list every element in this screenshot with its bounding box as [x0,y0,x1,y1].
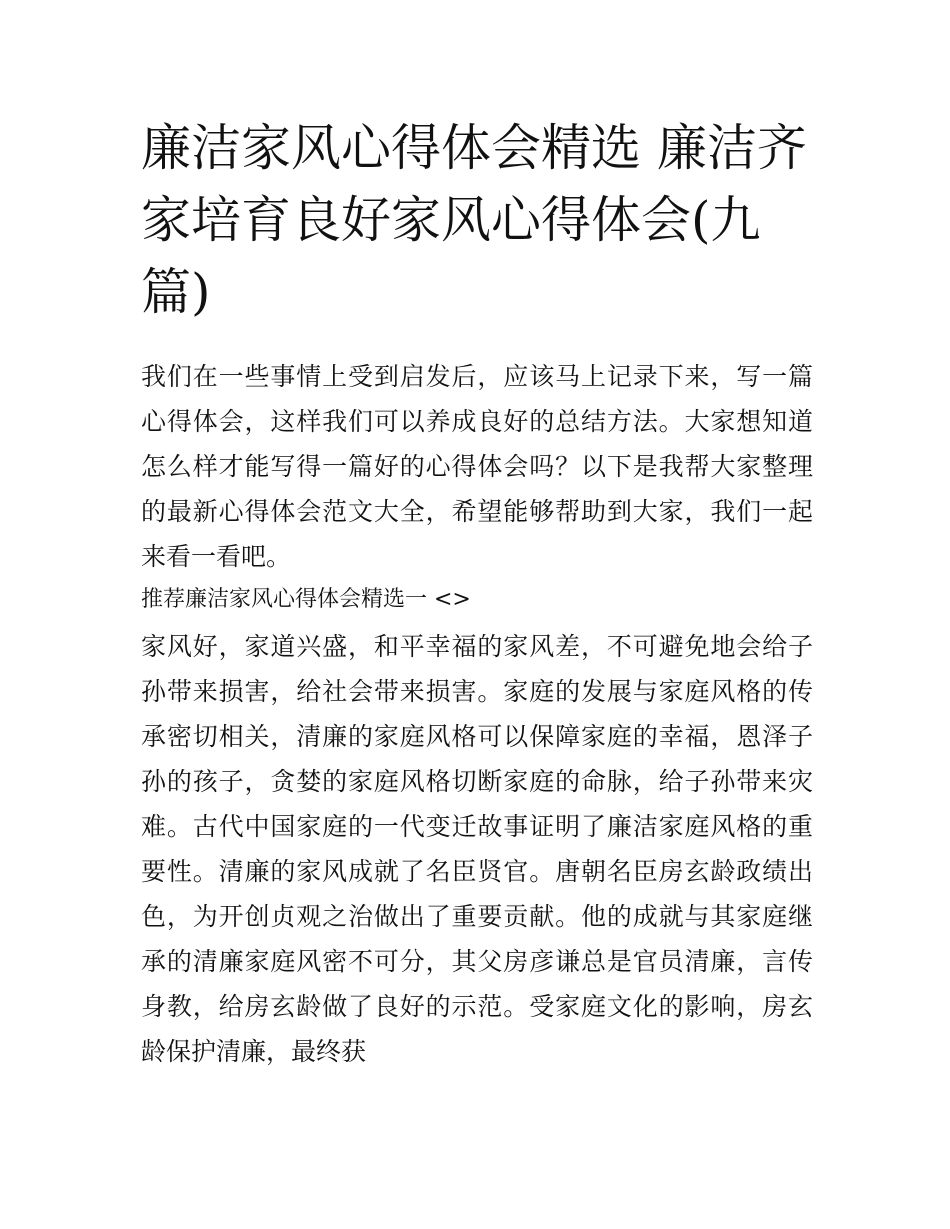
section-heading: 推荐廉洁家风心得体会精选一 <> [141,587,471,612]
intro-paragraph: 我们在一些事情上受到启发后，应该马上记录下来，写一篇心得体会，这样我们可以养成良好的总结方法。大家想知道怎么样才能写得一篇好的心得体会吗？以下是我帮大家整理的最新心得体会范文大全，希望能够帮助到大家，我们一起来看一看吧。 [141,362,813,571]
document-title: 廉洁家风心得体会精选 廉洁齐家培育良好家风心得体会(九篇) [141,119,807,321]
body-paragraph: 家风好，家道兴盛，和平幸福的家风差，不可避免地会给子孙带来损害，给社会带来损害。家庭的发展与家庭风格的传承密切相关，清廉的家庭风格可以保障家庭的幸福，恩泽子孙的孩子，贪婪的家庭风格切断家庭的命脉，给子孙带来灾难。古代中国家庭的一代变迁故事证明了廉洁家庭风格的重要性。清廉的家风成就了名臣贤官。唐朝名臣房玄龄政绩出色，为开创贞观之治做出了重要贡献。他的成就与其家庭继承的清廉家庭风密不可分，其父房彦谦总是官员清廉，言传身教，给房玄龄做了良好的示范。受家庭文化的影响，房玄龄保护清廉，最终获 [141,632,813,1066]
document-content [141,112,813,1074]
